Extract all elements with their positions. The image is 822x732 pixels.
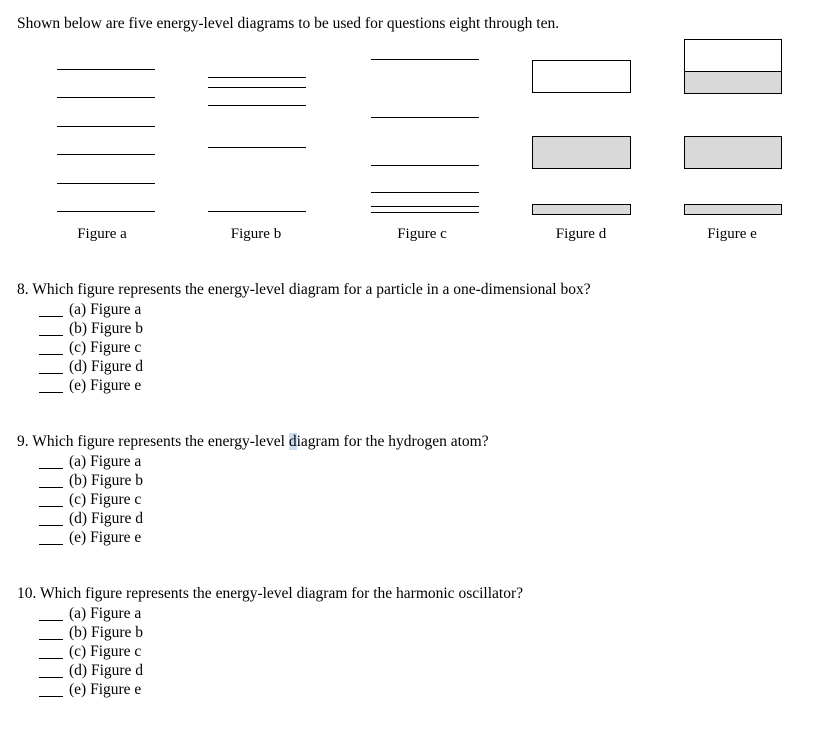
energy-level (57, 126, 155, 127)
energy-level (371, 165, 479, 166)
answer-blank[interactable] (39, 335, 63, 336)
answer-blank[interactable] (39, 677, 63, 678)
question-8-prompt: 8. Which figure represents the energy-level diagram for a particle in a one-dimensional box? (17, 281, 591, 298)
figure-a-caption: Figure a (77, 226, 127, 242)
energy-band-shaded (532, 204, 631, 215)
figure-c-caption: Figure c (397, 226, 447, 242)
answer-blank[interactable] (39, 506, 63, 507)
question-10-prompt: 10. Which figure represents the energy-level diagram for the harmonic oscillator? (17, 585, 523, 602)
energy-level (57, 211, 155, 212)
answer-blank[interactable] (39, 487, 63, 488)
energy-level (371, 59, 479, 60)
answer-blank[interactable] (39, 316, 63, 317)
energy-level (57, 154, 155, 155)
energy-level (371, 206, 479, 207)
energy-band (532, 60, 631, 93)
answer-blank[interactable] (39, 354, 63, 355)
energy-band-shaded (684, 136, 782, 169)
energy-level (57, 183, 155, 184)
figure-e-caption: Figure e (707, 226, 757, 242)
energy-level (371, 117, 479, 118)
energy-band-shaded (684, 71, 782, 94)
energy-level (57, 69, 155, 70)
answer-blank[interactable] (39, 544, 63, 545)
energy-level (57, 97, 155, 98)
question-9-prompt: 9. Which figure represents the energy-level diagram for the hydrogen atom? (17, 433, 489, 450)
answer-blank[interactable] (39, 620, 63, 621)
answer-blank[interactable] (39, 525, 63, 526)
energy-band-shaded (532, 136, 631, 169)
answer-blank[interactable] (39, 639, 63, 640)
energy-level (208, 77, 306, 78)
figure-d-caption: Figure d (555, 226, 607, 242)
answer-blank[interactable] (39, 696, 63, 697)
figure-b-caption: Figure b (230, 226, 282, 242)
answer-blank[interactable] (39, 658, 63, 659)
energy-level (208, 105, 306, 106)
energy-level (208, 87, 306, 88)
energy-level (371, 192, 479, 193)
text-cursor-highlight: d (288, 433, 297, 450)
answer-blank[interactable] (39, 392, 63, 393)
energy-level (208, 211, 306, 212)
answer-blank[interactable] (39, 468, 63, 469)
answer-blank[interactable] (39, 373, 63, 374)
energy-band-shaded (684, 204, 782, 215)
energy-band (684, 39, 782, 72)
energy-level (208, 147, 306, 148)
intro-text: Shown below are five energy-level diagrams to be used for questions eight through ten. (17, 15, 560, 32)
energy-level (371, 212, 479, 213)
